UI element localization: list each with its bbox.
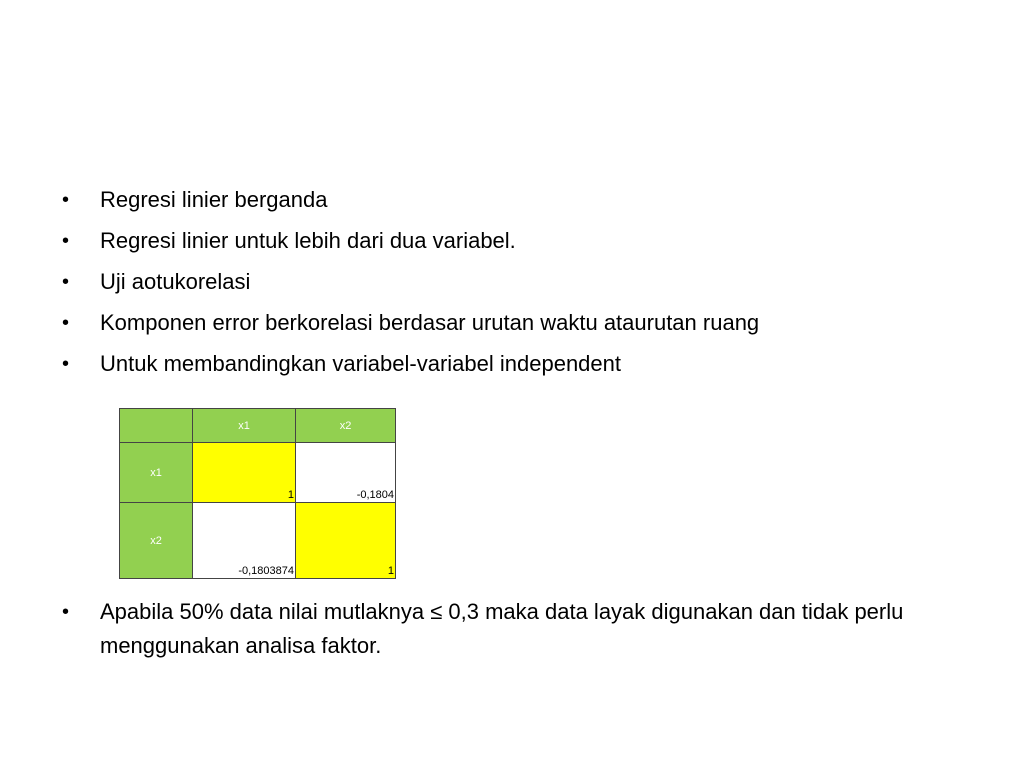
- bullet-list: [62, 184, 962, 389]
- table-col-header-x1: x1: [193, 409, 296, 443]
- correlation-table: [119, 408, 396, 579]
- bullet-dot: •: [62, 312, 70, 334]
- bullet-item: [62, 307, 962, 348]
- bullet-dot: •: [62, 271, 70, 293]
- bullet-item: [62, 184, 962, 225]
- bullet-text: Komponen error berkorelasi berdasar urutan waktu ataurutan ruang: [100, 310, 760, 335]
- table-header-row: [120, 409, 396, 443]
- bullet-text: Regresi linier untuk lebih dari dua variabel.: [100, 228, 516, 253]
- conclusion-list: [62, 595, 942, 663]
- bullet-dot: •: [62, 189, 70, 211]
- table-cell-x2-x2: 1: [296, 503, 396, 579]
- table-row-header-x2: x2: [120, 503, 193, 579]
- table-row: [120, 503, 396, 579]
- conclusion-text: Apabila 50% data nilai mutlaknya ≤ 0,3 maka data layak digunakan dan tidak perlu menggunakan analisa faktor.: [100, 599, 904, 658]
- table-corner-cell: [120, 409, 193, 443]
- bullet-text: Regresi linier berganda: [100, 187, 328, 212]
- table-col-header-x2: x2: [296, 409, 396, 443]
- bullet-text: Uji aotukorelasi: [100, 269, 251, 294]
- table-cell-x1-x2: -0,1804: [296, 443, 396, 503]
- bullet-dot: •: [62, 353, 70, 375]
- bullet-dot: •: [62, 601, 70, 623]
- table-cell-x1-x1: 1: [193, 443, 296, 503]
- table-row: [120, 443, 396, 503]
- bullet-item: [62, 595, 942, 663]
- table-row-header-x1: x1: [120, 443, 193, 503]
- bullet-text: Untuk membandingkan variabel-variabel independent: [100, 351, 621, 376]
- bullet-item: [62, 266, 962, 307]
- bullet-dot: •: [62, 230, 70, 252]
- bullet-item: [62, 225, 962, 266]
- bullet-item: [62, 348, 962, 389]
- table-cell-x2-x1: -0,1803874: [193, 503, 296, 579]
